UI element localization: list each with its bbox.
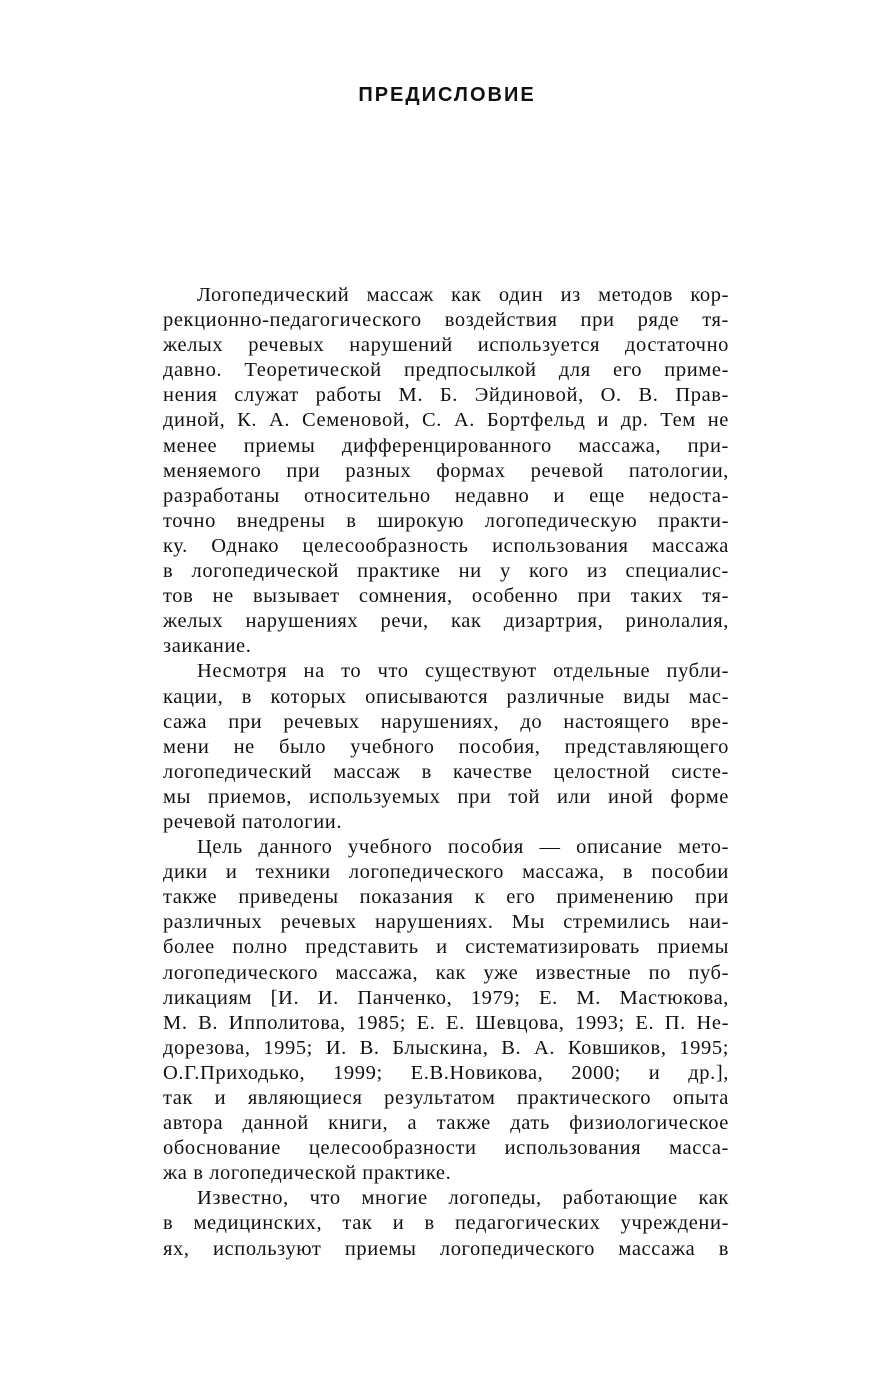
body-text [163, 283, 729, 1262]
text-line: ку. Однако целесообразность использования массажа [163, 534, 729, 557]
text-line: автора данной книги, а также дать физиологическое [163, 1112, 729, 1135]
text-line: мени не было учебного пособия, представляющего [163, 735, 729, 758]
text-line: диной, К. А. Семеновой, С. А. Бортфельд и др. Тем не [163, 409, 729, 432]
text-line: М. В. Ипполитова, 1985; Е. Е. Шевцова, 1993; Е. П. Не- [163, 1011, 729, 1034]
text-line: меняемого при разных формах речевой патологии, [163, 459, 729, 482]
text-line: так и являющиеся результатом практического опыта [163, 1087, 729, 1109]
text-line: желых речевых нарушений используется достаточно [163, 334, 729, 357]
text-line: кации, в которых описываются различные виды мас- [163, 685, 729, 708]
text-line: мы приемов, используемых при той или иной форме [163, 785, 729, 808]
text-line: логопедического массажа, как уже известные по пуб- [163, 961, 729, 984]
text-line: точно внедрены в широкую логопедическую практи- [163, 509, 729, 532]
text-line: менее приемы дифференцированного массажа, при- [163, 434, 729, 457]
text-line: заикание. [163, 635, 252, 658]
text-line: сажа при речевых нарушениях, до настоящего вре- [163, 710, 729, 733]
text-line: обоснование целесообразности использования масса- [163, 1137, 729, 1160]
text-line: ях, используют приемы логопедического массажа в [163, 1237, 729, 1260]
text-line: желых нарушениях речи, как дизартрия, ринолалия, [163, 610, 729, 633]
text-line: в логопедической практике ни у кого из специалис- [163, 560, 729, 583]
page-title: ПРЕДИСЛОВИЕ [358, 84, 536, 106]
paragraph [163, 659, 729, 835]
text-line: рекционно-педагогического воздействия при ряде тя- [163, 309, 729, 332]
text-line: различных речевых нарушениях. Мы стремились наи- [163, 911, 729, 934]
text-line: тов не вызывает сомнения, особенно при таких тя- [163, 585, 729, 608]
text-line: ликациям [И. И. Панченко, 1979; Е. М. Мастюкова, [163, 986, 729, 1009]
text-line: более полно представить и систематизировать приемы [163, 936, 729, 959]
text-line: речевой патологии. [163, 810, 343, 833]
text-line: в медицинских, так и в педагогических учреждени- [163, 1212, 729, 1235]
paragraph [163, 1186, 729, 1261]
text-line: дорезова, 1995; И. В. Блыскина, В. А. Ковшиков, 1995; [163, 1036, 729, 1059]
text-line: давно. Теоретической предпосылкой для его приме- [163, 359, 729, 382]
paragraph [163, 835, 729, 1186]
text-line: Логопедический массаж как один из методов кор- [197, 284, 729, 306]
text-line: нения служат работы М. Б. Эйдиновой, О. В. Прав- [163, 384, 729, 407]
text-line: Известно, что многие логопеды, работающие как [197, 1187, 729, 1210]
text-line: Цель данного учебного пособия — описание мето- [197, 836, 729, 859]
text-line: Несмотря на то что существуют отдельные публи- [197, 660, 729, 683]
paragraph [163, 283, 729, 659]
text-line: жа в логопедической практике. [163, 1162, 452, 1185]
text-line: также приведены показания к его применению при [163, 886, 729, 909]
text-line: логопедический массаж в качестве целостной систе- [163, 760, 729, 783]
text-line: дики и техники логопедического массажа, в пособии [163, 861, 729, 884]
text-line: разработаны относительно недавно и еще недоста- [163, 484, 729, 507]
text-line: О.Г.Приходько, 1999; Е.В.Новикова, 2000; и др.], [163, 1061, 729, 1084]
